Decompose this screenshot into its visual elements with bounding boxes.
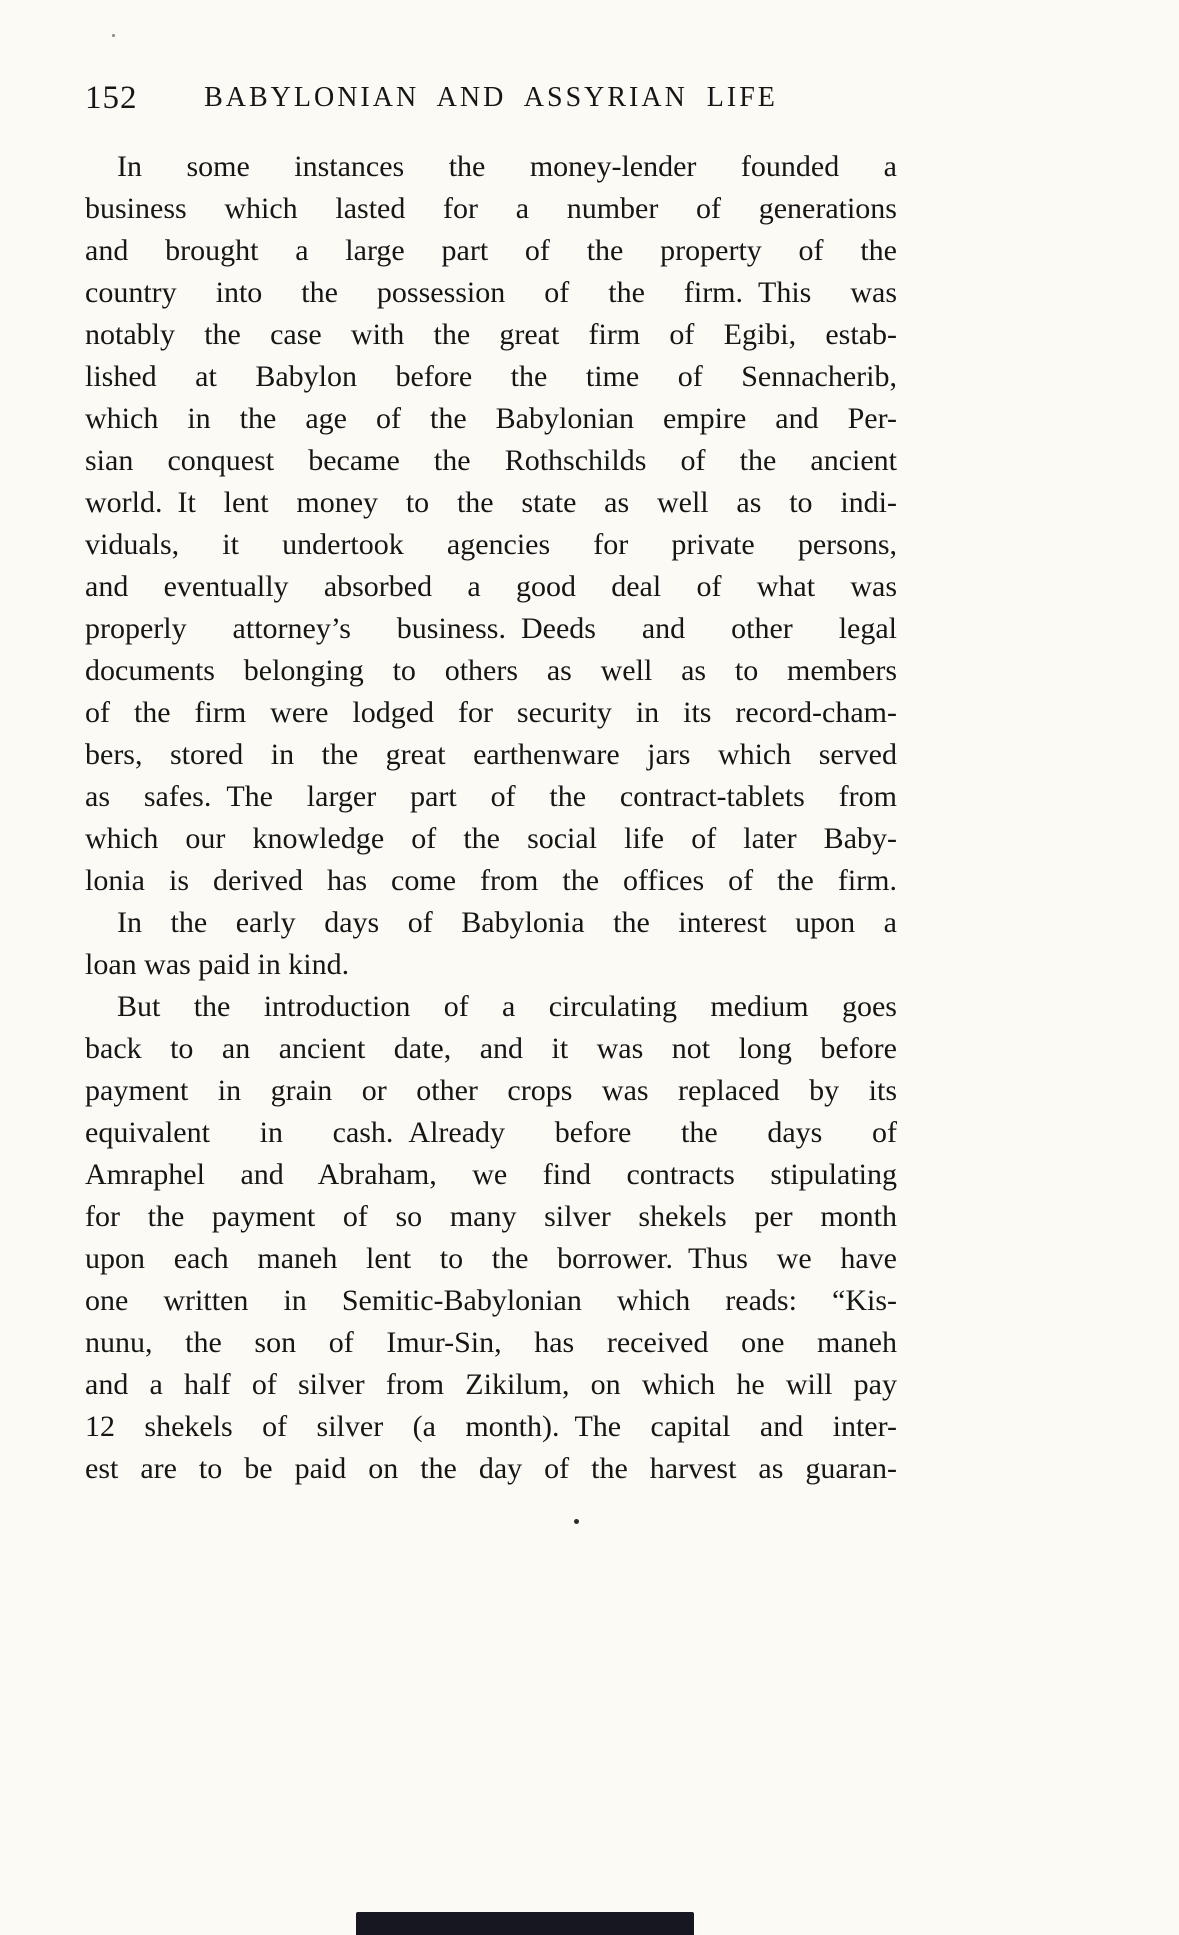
text-line: world. It lent money to the state as well as to indi- <box>85 486 897 519</box>
text-line: which in the age of the Babylonian empire and Per- <box>85 402 897 435</box>
text-line: and a half of silver from Zikilum, on which he will pay <box>85 1368 897 1401</box>
text-line: nunu, the son of Imur-Sin, has received one maneh <box>85 1326 897 1359</box>
running-header: BABYLONIAN AND ASSYRIAN LIFE <box>204 82 778 113</box>
text-line: equivalent in cash. Already before the days of <box>85 1116 897 1149</box>
text-line: 12 shekels of silver (a month). The capital and inter- <box>85 1410 897 1443</box>
text-line: In the early days of Babylonia the interest upon a <box>117 906 897 939</box>
page-header <box>85 78 897 122</box>
text-line: sian conquest became the Rothschilds of the ancient <box>85 444 897 477</box>
paragraph <box>85 902 897 986</box>
text-line: bers, stored in the great earthenware jars which served <box>85 738 897 771</box>
text-line: properly attorney’s business. Deeds and other legal <box>85 612 897 645</box>
text-line: which our knowledge of the social life of later Baby- <box>85 822 897 855</box>
text-line: for the payment of so many silver shekels per month <box>85 1200 897 1233</box>
text-line: documents belonging to others as well as to members <box>85 654 897 687</box>
text-line: and brought a large part of the property of the <box>85 234 897 267</box>
scan-speck-icon <box>112 34 115 37</box>
page-number: 152 <box>85 80 138 116</box>
page-text <box>85 146 897 1490</box>
text-line: of the firm were lodged for security in its record-cham- <box>85 696 897 729</box>
text-line: viduals, it undertook agencies for private persons, <box>85 528 897 561</box>
text-line: est are to be paid on the day of the harvest as guaran- <box>85 1452 897 1485</box>
scan-artifact-bar <box>356 1912 694 1935</box>
text-line: loan was paid in kind. <box>85 948 350 981</box>
text-line: one written in Semitic-Babylonian which reads: “Kis- <box>85 1284 897 1317</box>
text-line: and eventually absorbed a good deal of what was <box>85 570 897 603</box>
text-line: back to an ancient date, and it was not long before <box>85 1032 897 1065</box>
text-line: as safes. The larger part of the contract-tablets from <box>85 780 897 813</box>
paragraph <box>85 146 897 902</box>
text-line: country into the possession of the firm. This was <box>85 276 897 309</box>
text-line: upon each maneh lent to the borrower. Thus we have <box>85 1242 897 1275</box>
text-line: Amraphel and Abraham, we find contracts stipulating <box>85 1158 897 1191</box>
scan-speck-icon <box>574 1519 579 1524</box>
text-line: payment in grain or other crops was replaced by its <box>85 1074 897 1107</box>
text-line: lished at Babylon before the time of Sennacherib, <box>85 360 897 393</box>
text-line: notably the case with the great firm of Egibi, estab- <box>85 318 897 351</box>
text-line: But the introduction of a circulating medium goes <box>117 990 897 1023</box>
text-line: In some instances the money-lender founded a <box>117 150 897 183</box>
text-line: lonia is derived has come from the offices of the firm. <box>85 864 897 897</box>
paragraph <box>85 986 897 1490</box>
text-line: business which lasted for a number of generations <box>85 192 897 225</box>
